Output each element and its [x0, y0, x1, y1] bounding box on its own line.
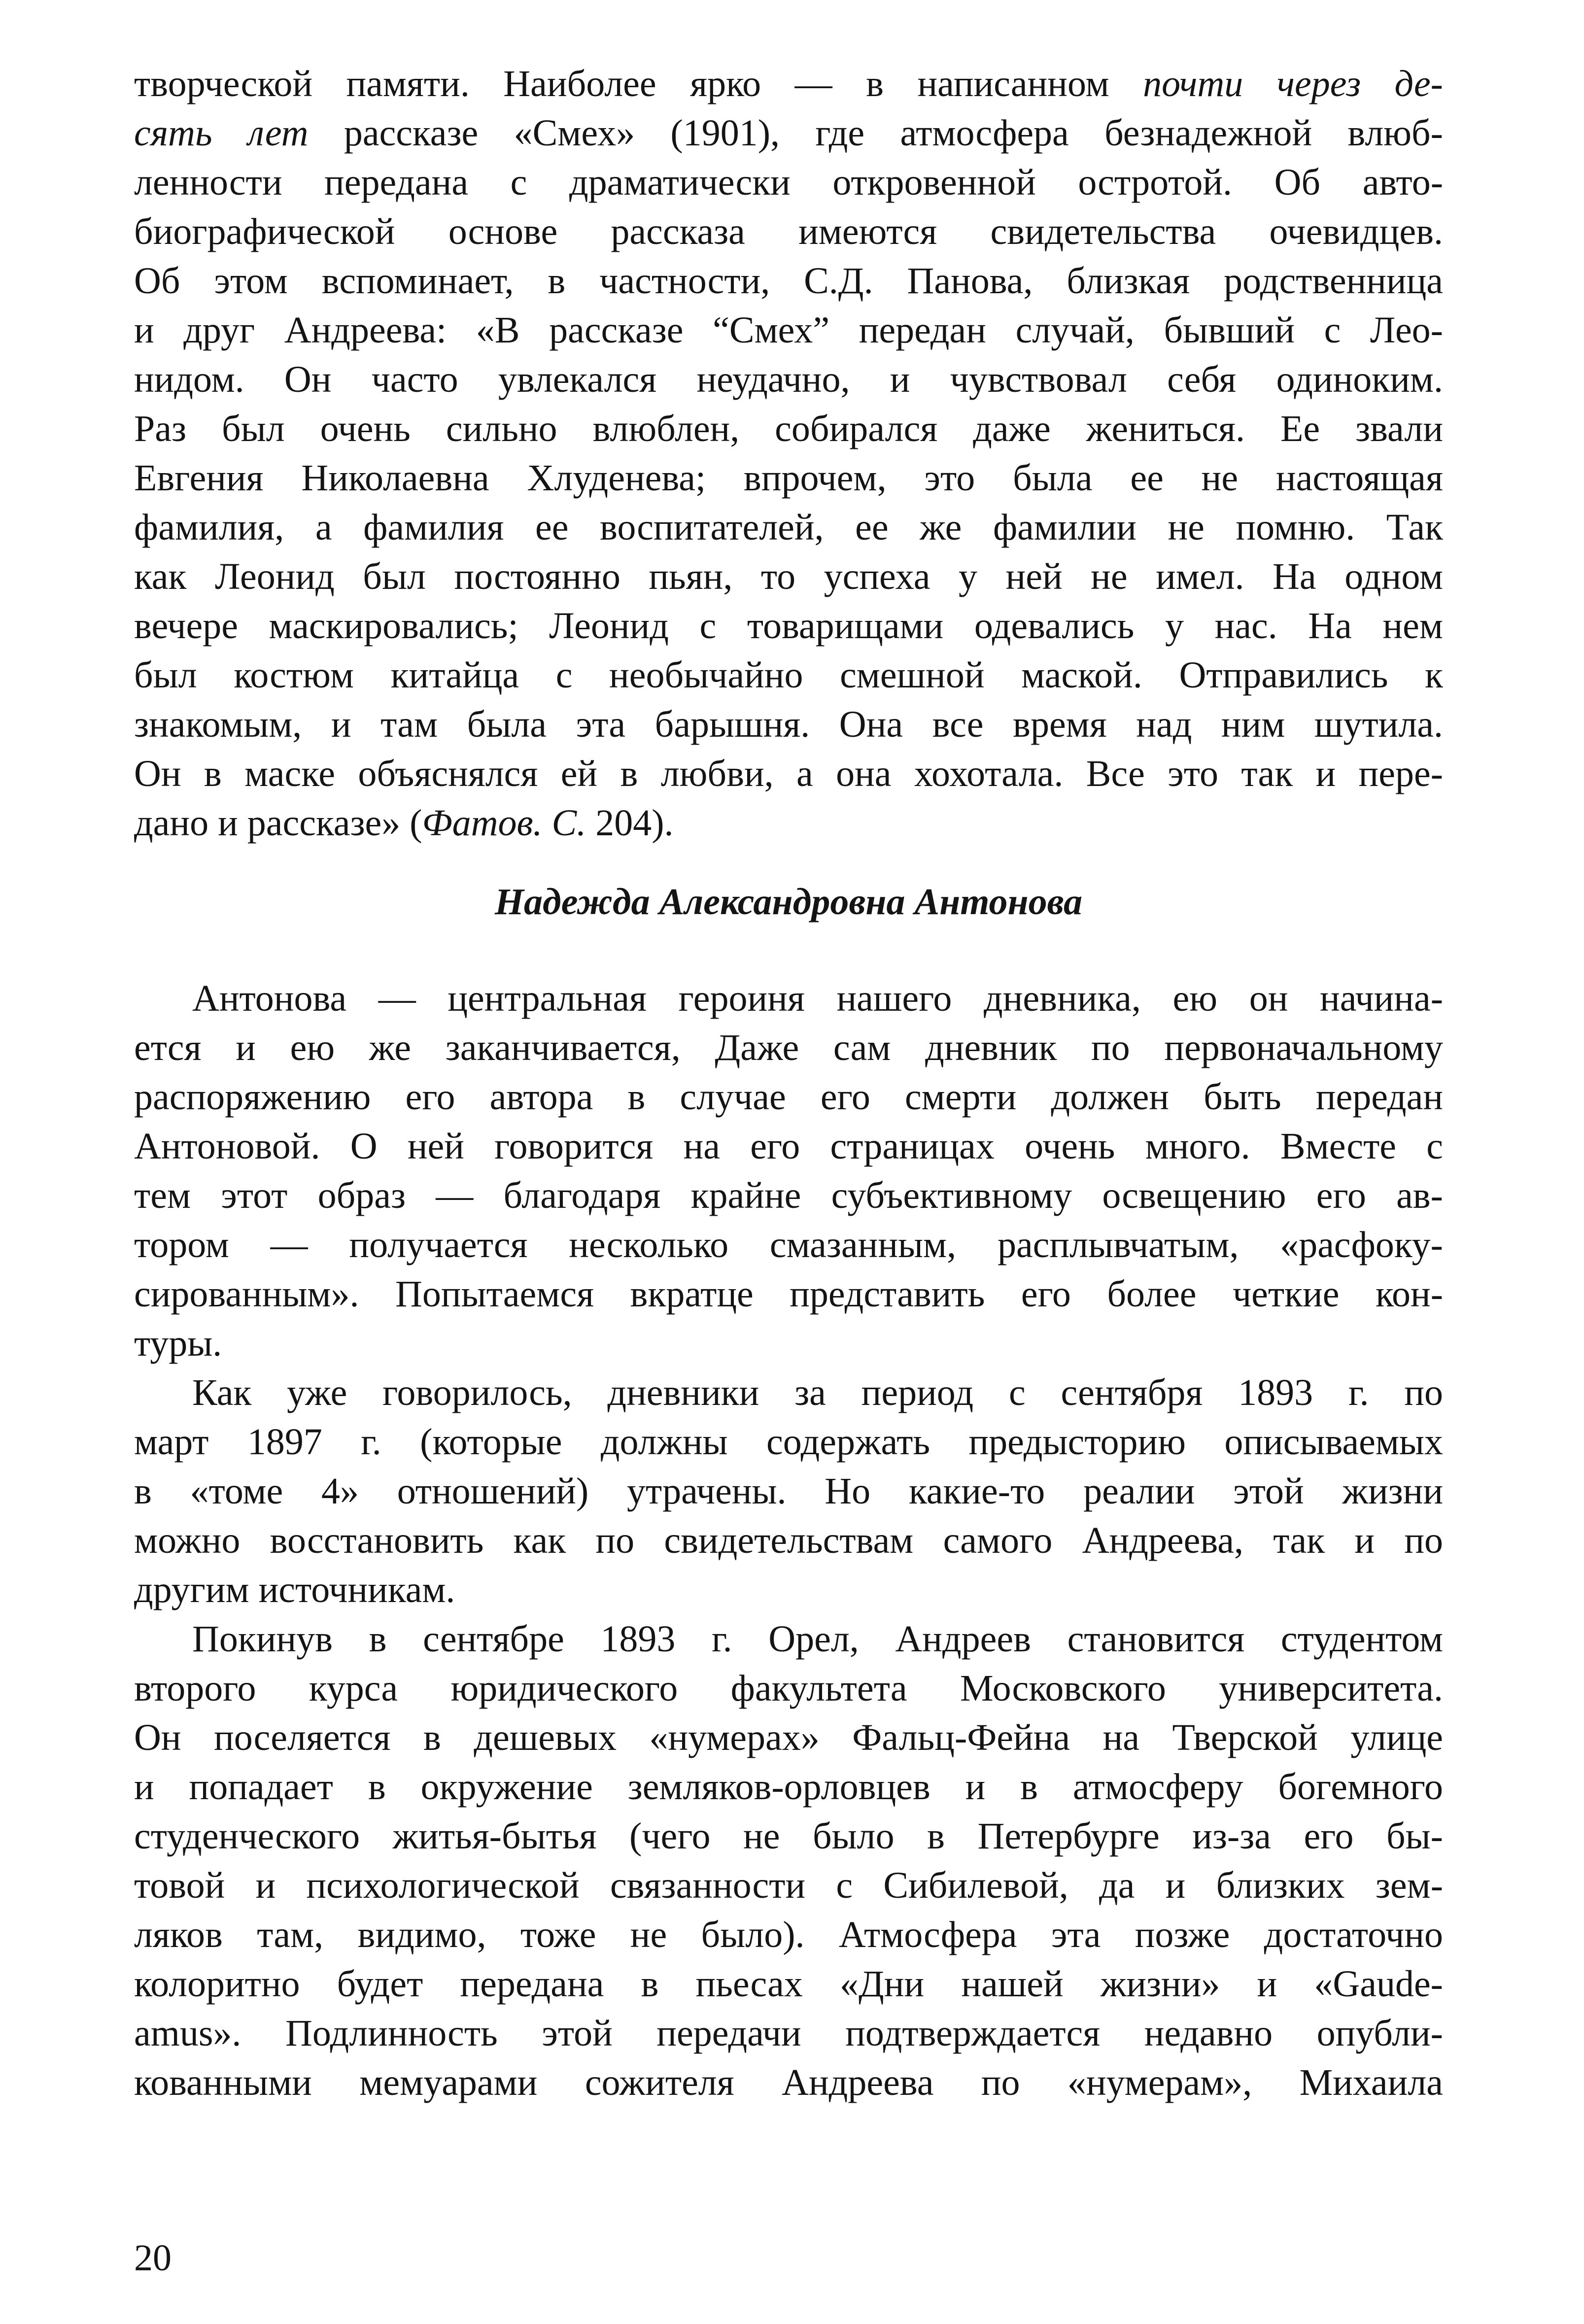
page-body — [134, 59, 1443, 2107]
text-line: фамилия, а фамилия ее воспитателей, ее же фамилии не помню. Так — [134, 507, 1443, 548]
text-line: март 1897 г. (которые должны содержать предысторию описываемых — [134, 1421, 1443, 1463]
text-line: сять лет рассказе «Смех» (1901), где атмосфера безнадежной влюб- — [134, 112, 1443, 154]
text-line: колоритно будет передана в пьесах «Дни нашей жизни» и «Gaude- — [134, 1963, 1443, 2005]
text-line: распоряжению его автора в случае его смерти должен быть передан — [134, 1076, 1443, 1118]
paragraph-4 — [134, 1614, 1443, 2107]
paragraph-2 — [134, 974, 1443, 1368]
text-line: Раз был очень сильно влюблен, собирался даже жениться. Ее звали — [134, 408, 1443, 449]
paragraph-3 — [134, 1368, 1443, 1614]
section-heading: Надежда Александровна Антонова — [494, 881, 1083, 923]
text-line: студенческого житья-бытья (чего не было в Петербурге из-за его бы- — [134, 1815, 1443, 1857]
text-line: можно восстановить как по свидетельствам самого Андреева, так и по — [134, 1520, 1443, 1561]
text-line: был костюм китайца с необычайно смешной маской. Отправились к — [134, 654, 1443, 696]
paragraph-1 — [134, 59, 1443, 848]
text-line: ленности передана с драматически откровенной остротой. Об авто- — [134, 162, 1443, 203]
text-line: вечере маскировались; Леонид с товарищами одевались у нас. На нем — [134, 605, 1443, 647]
text-line: как Леонид был постоянно пьян, то успеха у ней не имел. На одном — [134, 556, 1443, 597]
text-line: знакомым, и там была эта барышня. Она все время над ним шутила. — [134, 704, 1443, 745]
text-line: amus». Подлинность этой передачи подтверждается недавно опубли- — [134, 2013, 1443, 2054]
text-line: кованными мемуарами сожителя Андреева по «нумерам», Михаила — [134, 2062, 1443, 2103]
text-line: нидом. Он часто увлекался неудачно, и чувствовал себя одиноким. — [134, 359, 1443, 400]
text-line: другим источникам. — [134, 1569, 455, 1610]
text-line: дано и рассказе» (Фатов. С. 204). — [134, 802, 674, 844]
text-line: и друг Андреева: «В рассказе “Смех” передан случай, бывший с Лео- — [134, 309, 1443, 351]
text-line: в «томе 4» отношений) утрачены. Но какие-то реалии этой жизни — [134, 1470, 1443, 1512]
text-line: ется и ею же заканчивается, Даже сам дневник по первоначальному — [134, 1027, 1443, 1068]
text-line: тором — получается несколько смазанным, расплывчатым, «расфоку- — [134, 1224, 1443, 1265]
text-line: творческой памяти. Наиболее ярко — в написанном почти через де- — [134, 63, 1443, 104]
text-line: Он поселяется в дешевых «нумерах» Фальц-Фейна на Тверской улице — [134, 1717, 1443, 1758]
text-line: ляков там, видимо, тоже не было). Атмосфера эта позже достаточно — [134, 1914, 1443, 1955]
text-line: сированным». Попытаемся вкратце представить его более четкие кон- — [134, 1273, 1443, 1315]
text-line: второго курса юридического факультета Московского университета. — [134, 1668, 1443, 1709]
text-line: товой и психологической связанности с Сибилевой, да и близких зем- — [134, 1865, 1443, 1906]
text-line: Он в маске объяснялся ей в любви, а она хохотала. Все это так и пере- — [134, 753, 1443, 794]
text-line: Антоновой. О ней говорится на его страницах очень много. Вместе с — [134, 1126, 1443, 1167]
text-line: Евгения Николаевна Хлуденева; впрочем, это была ее не настоящая — [134, 457, 1443, 499]
text-line: Покинув в сентябре 1893 г. Орел, Андреев становится студентом — [192, 1618, 1443, 1660]
text-line: биографической основе рассказа имеются свидетельства очевидцев. — [134, 211, 1443, 252]
text-line: Как уже говорилось, дневники за период с сентября 1893 г. по — [192, 1372, 1443, 1413]
text-line: Об этом вспоминает, в частности, С.Д. Панова, близкая родственница — [134, 260, 1443, 302]
text-line: туры. — [134, 1323, 222, 1364]
page-number: 20 — [134, 2237, 172, 2279]
text-line: тем этот образ — благодаря крайне субъективному освещению его ав- — [134, 1175, 1443, 1216]
text-line: и попадает в окружение земляков-орловцев и в атмосферу богемного — [134, 1766, 1443, 1808]
text-line: Антонова — центральная героиня нашего дневника, ею он начина- — [192, 978, 1443, 1019]
